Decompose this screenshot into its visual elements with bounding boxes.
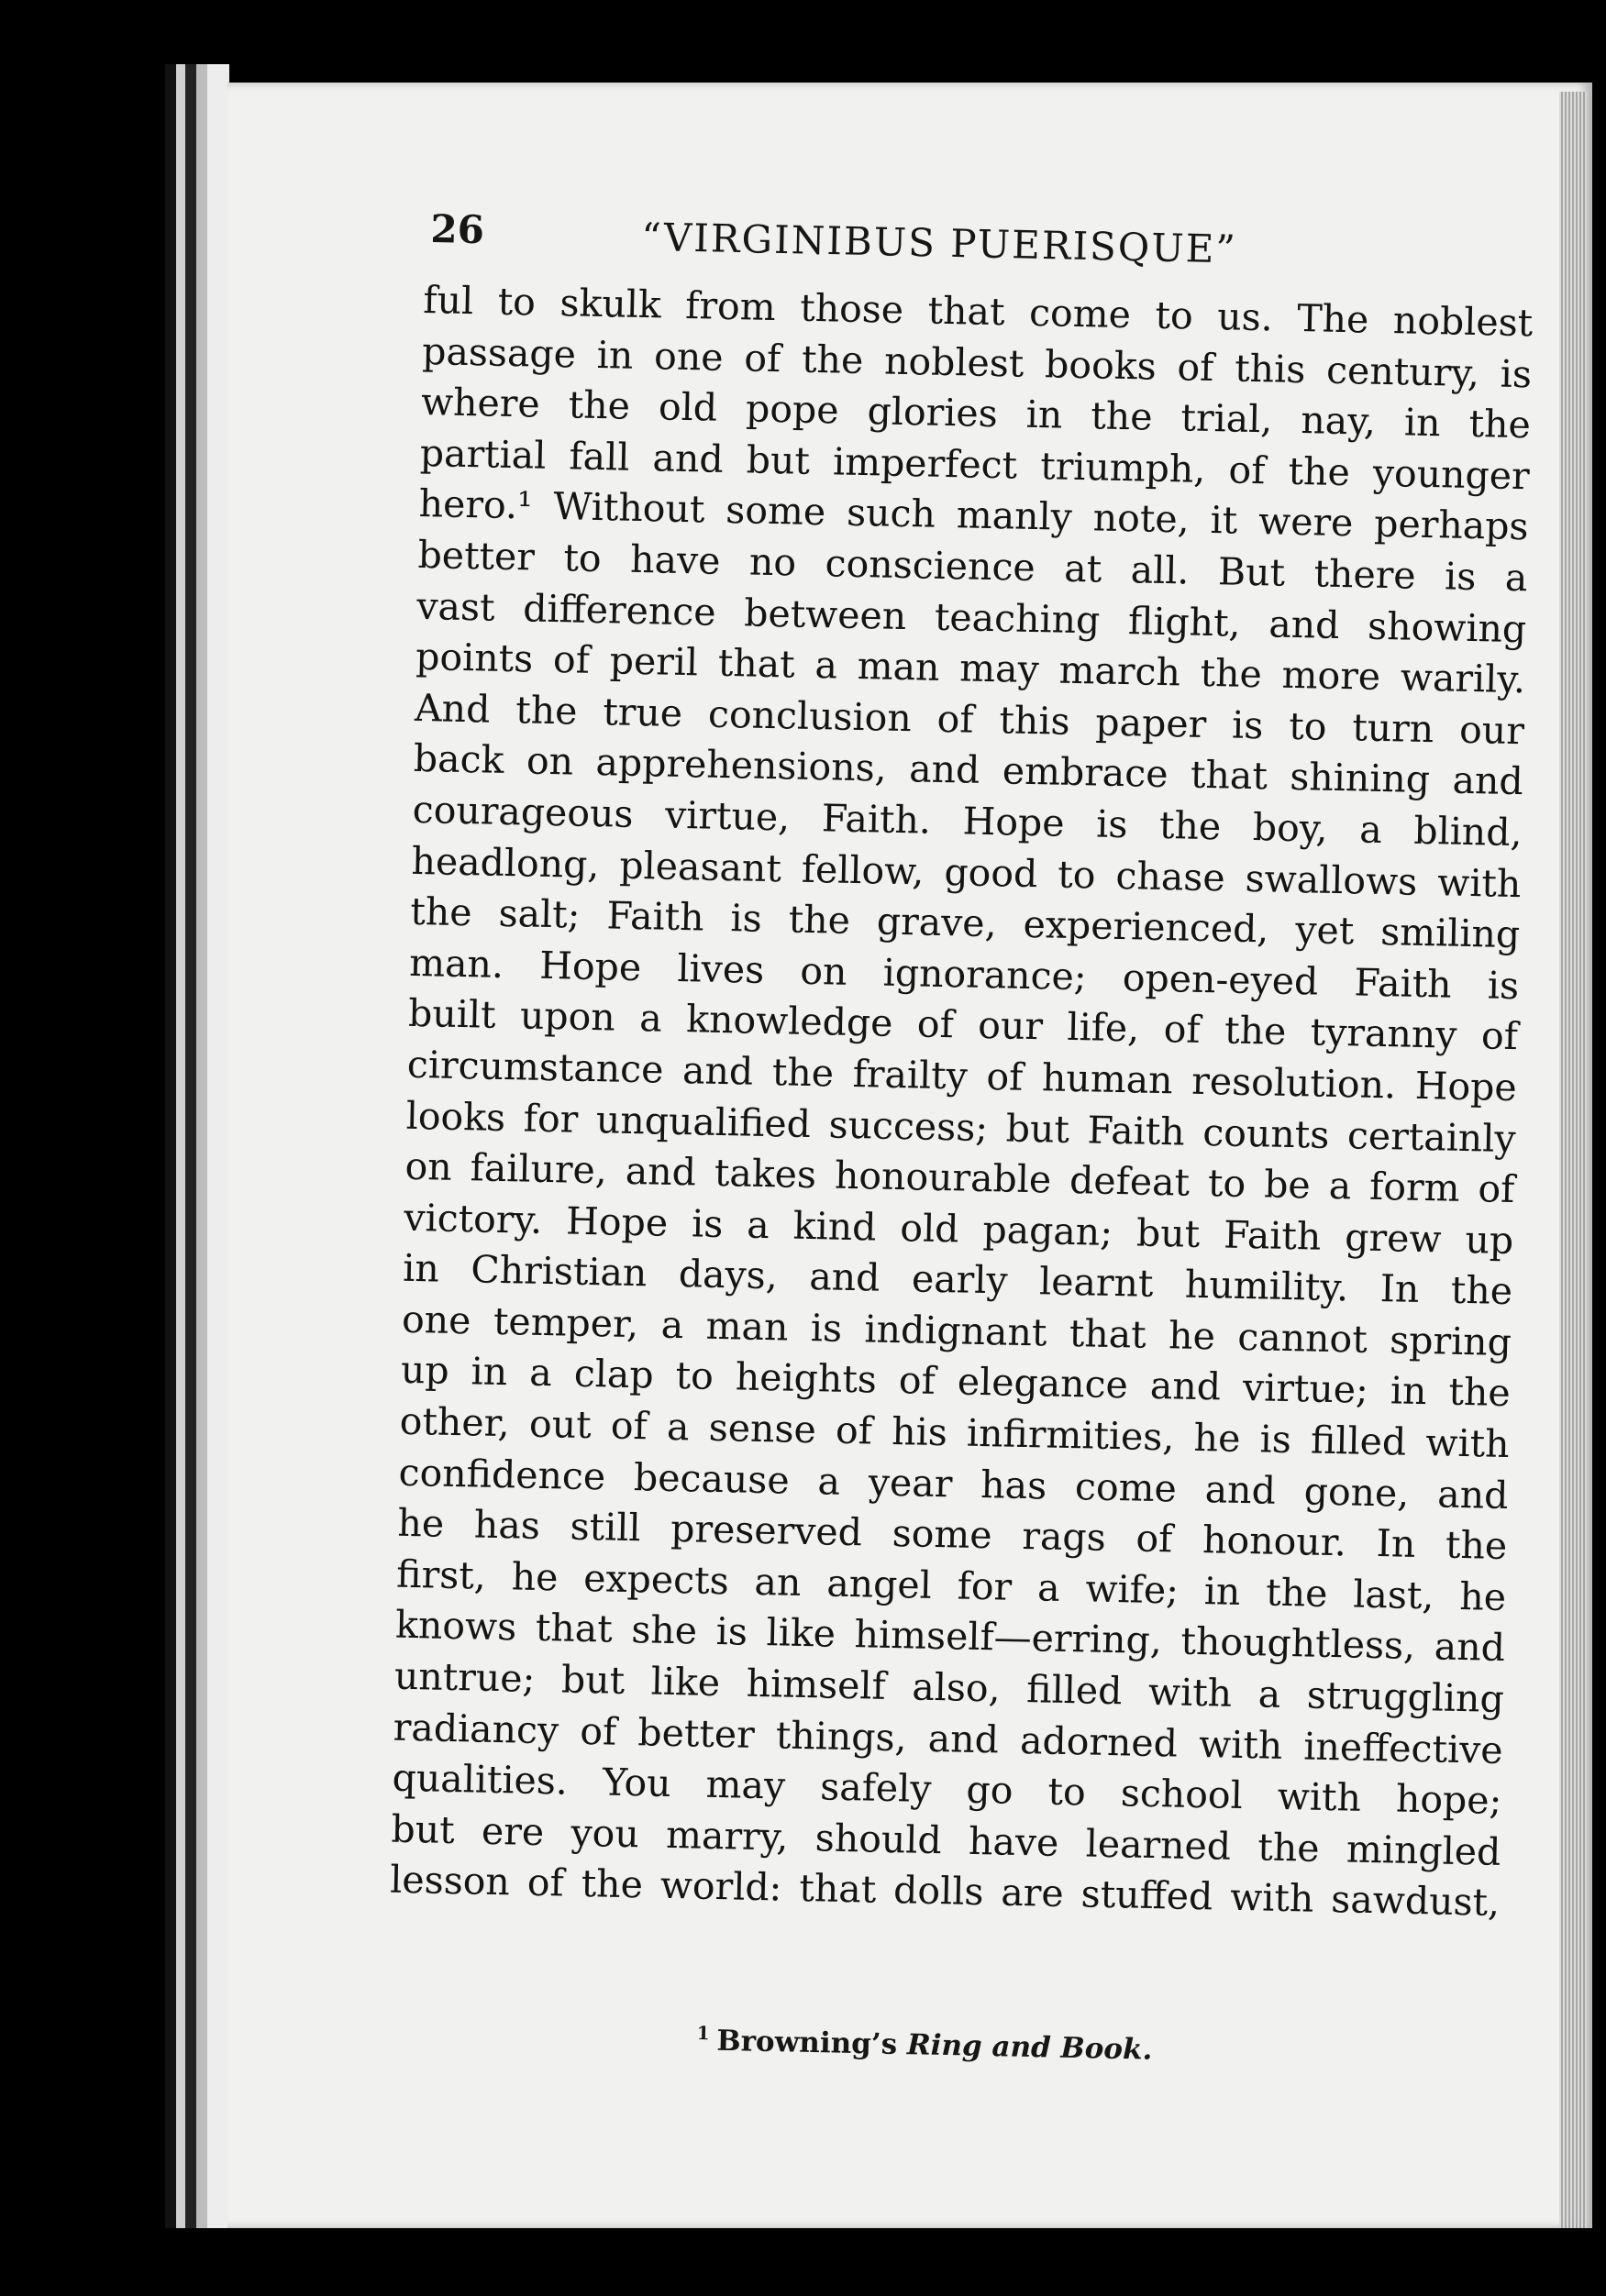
text-line: victory. Hope is a kind old pagan; but Faith grew up: [403, 1195, 1514, 1263]
text-line: first, he expects an angel for a wife; in the last, he: [395, 1551, 1507, 1619]
running-head: “VIRGINIBUS PUERISQUE”: [640, 214, 1238, 272]
text-line: but ere you marry, should have learned the mingled: [391, 1806, 1501, 1874]
text-line: circumstance and the frailty of human resolution. Hope: [406, 1042, 1518, 1110]
text-line: And the true conclusion of this paper is to turn our: [414, 685, 1525, 753]
text-line: on failure, and takes honourable defeat to be a form of: [404, 1143, 1515, 1212]
text-line: other, out of a sense of his infirmities, he is filled with: [399, 1398, 1511, 1467]
text-line: lesson of the world: that dolls are stuffed with sawdust,: [389, 1858, 1501, 1926]
text-line: headlong, pleasant fellow, good to chase swallows with: [411, 838, 1522, 906]
footnote-marker: 1: [696, 2022, 710, 2045]
text-line: radiancy of better things, and adorned with ineffective: [393, 1705, 1504, 1772]
footnote-title: Ring and Book.: [906, 2028, 1153, 2067]
text-line: better to have no conscience at all. But there is a: [417, 532, 1528, 601]
text-line: vast difference between teaching flight, and showing: [415, 583, 1527, 651]
text-line: hero.¹ Without some such manly note, it were perhaps: [418, 481, 1530, 549]
text-line: in Christian days, and early learnt humility. In the: [402, 1246, 1513, 1314]
text-line: where the old pope glories in the trial, nay, in the: [420, 380, 1532, 447]
text-line: he has still preserved some rags of honour. In the: [396, 1500, 1508, 1569]
text-line: knows that she is like himself—erring, thoughtless, and: [394, 1603, 1506, 1671]
text-line: partial fall and but imperfect triumph, of the younger: [419, 430, 1531, 499]
text-line: one temper, a man is indignant that he cannot spring: [401, 1297, 1512, 1364]
page-number: 26: [429, 206, 485, 253]
text-line: man. Hope lives on ignorance; open-eyed Faith is: [408, 940, 1520, 1008]
body-text: [390, 275, 1534, 1929]
text-line: up in a clap to heights of elegance and virtue; in the: [400, 1348, 1512, 1416]
text-line: untrue; but like himself also, filled with a struggling: [393, 1653, 1505, 1722]
footnote-text: Browning’s: [716, 2024, 908, 2062]
text-line: back on apprehensions, and embrace that shining and: [413, 736, 1524, 804]
text-line: passage in one of the noblest books of this century, is: [421, 328, 1533, 396]
page-fore-edge: [1559, 92, 1587, 2228]
text-line: courageous virtue, Faith. Hope is the boy, a blind,: [412, 787, 1523, 855]
text-line: qualities. You may safely go to school with hope;: [392, 1755, 1502, 1824]
text-line: built upon a knowledge of our life, of the tyranny of: [407, 991, 1519, 1059]
text-line: confidence because a year has come and gone, and: [398, 1450, 1509, 1518]
text-line: the salt; Faith is the grave, experienced, yet smiling: [409, 889, 1521, 957]
text-line: ful to skulk from those that come to us. The noblest: [422, 277, 1534, 346]
book-binding-edge: [165, 64, 229, 2228]
text-line: points of peril that a man may march the more warily.: [415, 635, 1526, 702]
text-line: looks for unqualified success; but Faith counts certainly: [405, 1093, 1517, 1161]
